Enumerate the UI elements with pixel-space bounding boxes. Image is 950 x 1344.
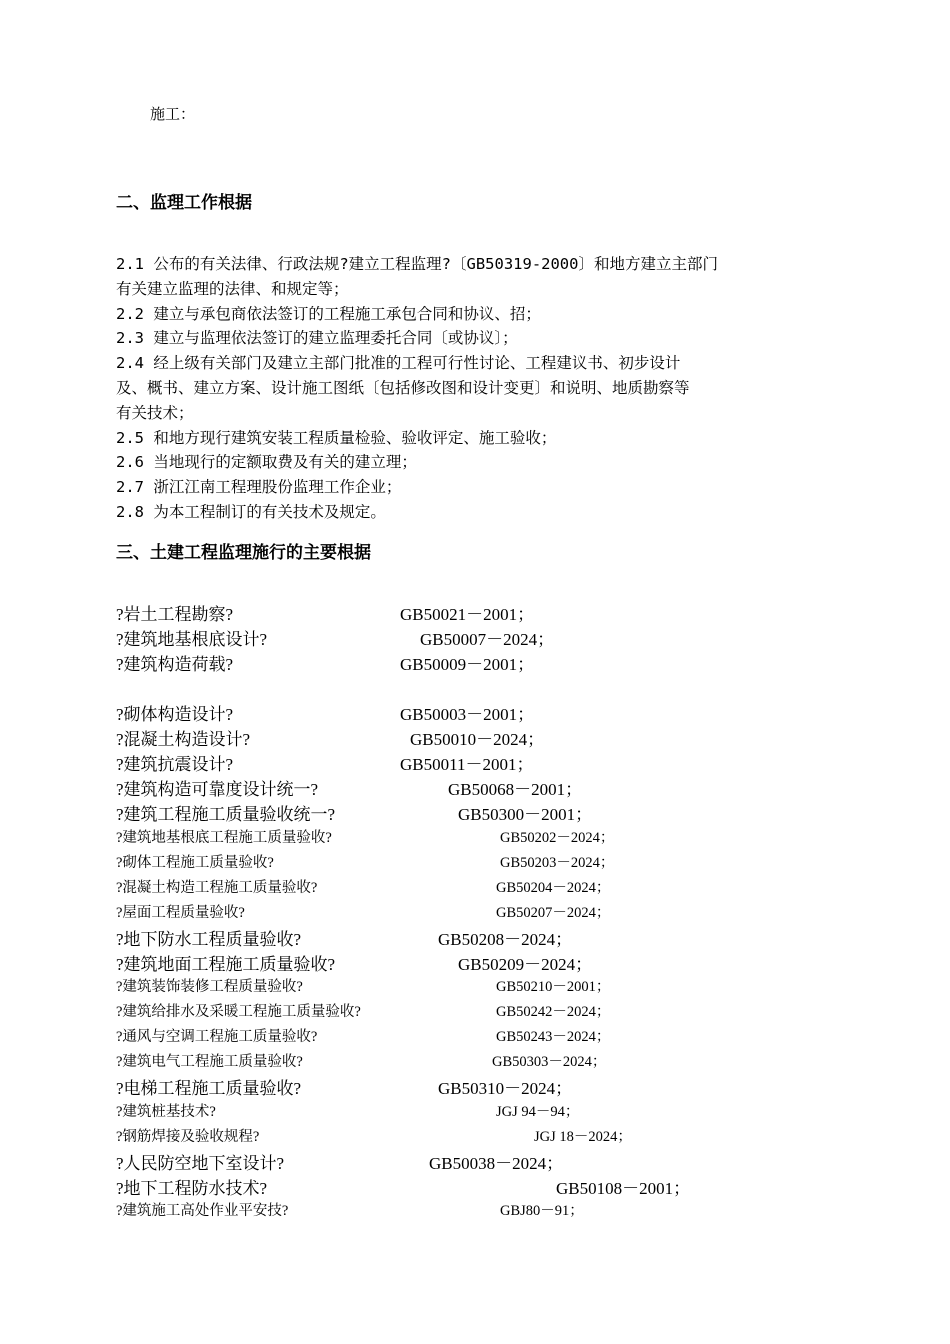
standard-code: GB50300－2001； <box>458 805 593 824</box>
standard-name: ?建筑电气工程施工质量验收? <box>116 1054 303 1070</box>
standard-code: JGJ 18－2024； <box>534 1129 632 1145</box>
standard-name: ?地下防水工程质量验收? <box>116 930 302 949</box>
standard-name: ?建筑地基根底设计? <box>116 630 268 649</box>
standard-name: ?建筑装饰装修工程质量验收? <box>116 979 303 995</box>
basis-line: 2.1 公布的有关法律、行政法规?建立工程监理?〔GB50319-2000〕和地方建立主部门 <box>116 255 718 273</box>
standard-name: ?建筑给排水及采暖工程施工质量验收? <box>116 1004 361 1020</box>
standard-name: ?建筑构造可靠度设计统一? <box>116 780 319 799</box>
basis-line: 2.5 和地方现行建筑安装工程质量检验、验收评定、施工验收； <box>116 428 557 447</box>
standard-name: ?岩土工程勘察? <box>116 605 234 624</box>
basis-line: 2.8 为本工程制订的有关技术及规定。 <box>116 502 386 521</box>
standard-code: GB50203－2024； <box>500 855 615 871</box>
standard-name: ?砌体构造设计? <box>116 705 234 724</box>
standard-code: GB50204－2024； <box>496 880 611 896</box>
basis-line: 有关建立监理的法律、和规定等； <box>116 279 349 298</box>
standard-code: GB50011－2001； <box>400 755 534 774</box>
standard-code: GB50208－2024； <box>438 930 573 949</box>
standard-name: ?建筑施工高处作业平安技? <box>116 1203 289 1219</box>
basis-line: 2.2 建立与承包商依法签订的工程施工承包合同和协议、招； <box>116 304 541 323</box>
standard-code: GB50202－2024； <box>500 830 615 846</box>
standard-name: ?屋面工程质量验收? <box>116 905 245 921</box>
standard-name: ?通风与空调工程施工质量验收? <box>116 1029 318 1045</box>
standard-code: GB50207－2024； <box>496 905 611 921</box>
standard-code: GB50010－2024； <box>410 730 545 749</box>
basis-line: 有关技术； <box>116 403 194 422</box>
standard-code: GB50242－2024； <box>496 1004 611 1020</box>
standard-code: GB50003－2001； <box>400 705 535 724</box>
intro-text: 施工： <box>150 105 196 123</box>
standard-code: GB50068－2001； <box>448 780 583 799</box>
standard-name: ?钢筋焊接及验收规程? <box>116 1129 260 1145</box>
standard-code: GB50007－2024； <box>420 630 555 649</box>
standard-name: ?建筑工程施工质量验收统一? <box>116 805 336 824</box>
section3-heading: 三、土建工程监理施行的主要根据 <box>116 543 371 563</box>
standard-name: ?建筑地面工程施工质量验收? <box>116 955 336 974</box>
basis-line: 2.4 经上级有关部门及建立主部门批准的工程可行性讨论、工程建议书、初步设计 <box>116 354 681 373</box>
standard-name: ?人民防空地下室设计? <box>116 1154 285 1173</box>
basis-line: 2.3 建立与监理依法签订的建立监理委托合同〔或协议〕； <box>116 329 518 348</box>
section2-basis-list <box>116 252 836 525</box>
standard-code: JGJ 94－94； <box>496 1104 580 1120</box>
standard-name: ?地下工程防水技术? <box>116 1179 268 1198</box>
standard-code: GB50210－2001； <box>496 979 611 995</box>
basis-line: 2.7 浙江江南工程理股份监理工作企业； <box>116 478 402 497</box>
standard-code: GB50303－2024； <box>492 1054 607 1070</box>
standard-code: GB50108－2001； <box>556 1179 691 1198</box>
basis-line: 及、概书、建立方案、设计施工图纸〔包括修改图和设计变更〕和说明、地质勘察等 <box>116 378 690 397</box>
standard-code: GB50038－2024； <box>429 1154 564 1173</box>
standard-name: ?砌体工程施工质量验收? <box>116 855 274 871</box>
standard-code: GB50243－2024； <box>496 1029 611 1045</box>
standard-name: ?混凝土构造设计? <box>116 730 251 749</box>
section2-heading: 二、监理工作根据 <box>116 193 252 213</box>
standard-name: ?混凝土构造工程施工质量验收? <box>116 880 318 896</box>
standard-code: GB50021－2001； <box>400 605 535 624</box>
standard-code: GB50310－2024； <box>438 1079 573 1098</box>
standard-name: ?电梯工程施工质量验收? <box>116 1079 302 1098</box>
standard-name: ?建筑抗震设计? <box>116 755 234 774</box>
standard-name: ?建筑构造荷载? <box>116 655 234 674</box>
standard-name: ?建筑桩基技术? <box>116 1104 216 1120</box>
standard-name: ?建筑地基根底工程施工质量验收? <box>116 830 332 846</box>
standard-code: GB50209－2024； <box>458 955 593 974</box>
standard-code: GB50009－2001； <box>400 655 535 674</box>
standard-code: GBJ80－91； <box>500 1203 584 1219</box>
basis-line: 2.6 当地现行的定额取费及有关的建立理； <box>116 453 417 472</box>
